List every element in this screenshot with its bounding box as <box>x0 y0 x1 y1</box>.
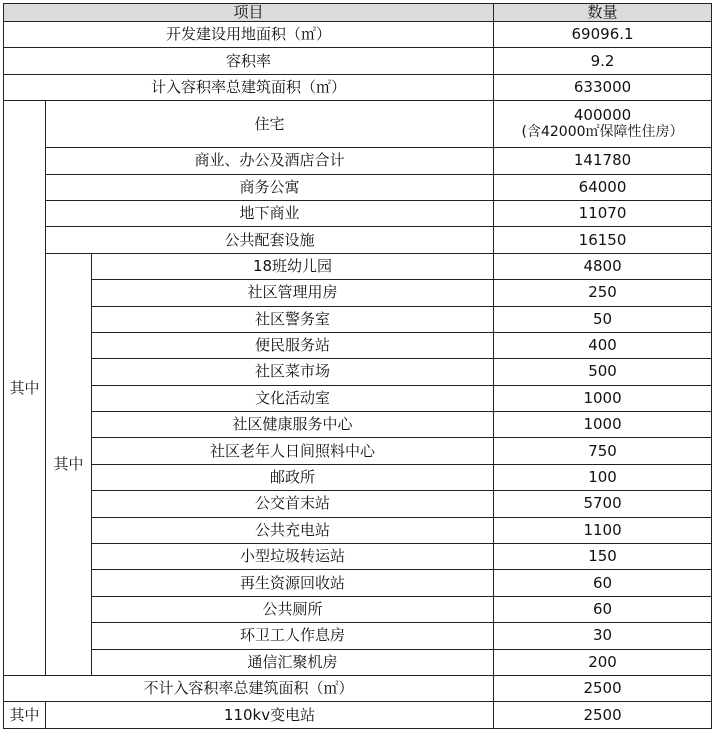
table-row <box>4 570 712 596</box>
row-label: 不计入容积率总建筑面积（㎡） <box>4 675 494 701</box>
table-row <box>4 280 712 306</box>
row-value: 4800 <box>494 253 712 279</box>
row-value: 5700 <box>494 491 712 517</box>
table-row <box>4 623 712 649</box>
table-row <box>4 74 712 100</box>
table-row <box>4 385 712 411</box>
row-value: 30 <box>494 623 712 649</box>
row-value: 1100 <box>494 517 712 543</box>
table-header-row <box>4 4 712 22</box>
table-row <box>4 101 712 148</box>
row-label: 110kv变电站 <box>46 702 494 729</box>
row-label: 18班幼儿园 <box>92 253 494 279</box>
group-label-inner: 其中 <box>46 253 92 675</box>
row-value: 50 <box>494 306 712 332</box>
row-value: 141780 <box>494 148 712 174</box>
row-label: 社区警务室 <box>92 306 494 332</box>
table-row <box>4 412 712 438</box>
group-label-outer: 其中 <box>4 101 46 676</box>
row-label: 环卫工人作息房 <box>92 623 494 649</box>
row-value: 500 <box>494 359 712 385</box>
row-label: 社区管理用房 <box>92 280 494 306</box>
row-value: 9.2 <box>494 48 712 74</box>
table-row <box>4 438 712 464</box>
row-value: 1000 <box>494 412 712 438</box>
header-value: 数量 <box>494 4 712 22</box>
header-item: 项目 <box>4 4 494 22</box>
table-row <box>4 649 712 675</box>
row-label: 社区健康服务中心 <box>92 412 494 438</box>
row-label: 通信汇聚机房 <box>92 649 494 675</box>
row-label: 邮政所 <box>92 464 494 490</box>
table-row <box>4 517 712 543</box>
row-value: 69096.1 <box>494 22 712 48</box>
row-value: 2500 <box>494 675 712 701</box>
table-row <box>4 200 712 226</box>
table-row <box>4 702 712 729</box>
table-row <box>4 48 712 74</box>
row-value: 60 <box>494 570 712 596</box>
row-value: 16150 <box>494 227 712 253</box>
row-label: 商业、办公及酒店合计 <box>46 148 494 174</box>
table-row <box>4 596 712 622</box>
row-label: 开发建设用地面积（㎡） <box>4 22 494 48</box>
table-row <box>4 22 712 48</box>
row-label: 住宅 <box>46 101 494 148</box>
row-label: 计入容积率总建筑面积（㎡） <box>4 74 494 100</box>
group-label-bottom: 其中 <box>4 702 46 729</box>
row-value: 250 <box>494 280 712 306</box>
table-row <box>4 306 712 332</box>
row-label: 公共配套设施 <box>46 227 494 253</box>
table-row <box>4 675 712 701</box>
table-row <box>4 491 712 517</box>
row-value: 2500 <box>494 702 712 729</box>
row-value <box>494 101 712 148</box>
row-value: 400 <box>494 332 712 358</box>
residential-note: (含42000㎡保障性住房） <box>521 124 684 141</box>
row-label: 公交首末站 <box>92 491 494 517</box>
row-label: 容积率 <box>4 48 494 74</box>
row-value: 633000 <box>494 74 712 100</box>
row-value: 11070 <box>494 200 712 226</box>
row-value: 60 <box>494 596 712 622</box>
table-row <box>4 227 712 253</box>
row-label: 公共充电站 <box>92 517 494 543</box>
row-value: 1000 <box>494 385 712 411</box>
row-value: 750 <box>494 438 712 464</box>
table-row <box>4 148 712 174</box>
row-label: 社区老年人日间照料中心 <box>92 438 494 464</box>
residential-value: 400000 <box>573 106 632 125</box>
table-row <box>4 359 712 385</box>
row-value: 200 <box>494 649 712 675</box>
table-row <box>4 253 712 279</box>
table-row <box>4 332 712 358</box>
row-label: 公共厕所 <box>92 596 494 622</box>
row-label: 商务公寓 <box>46 174 494 200</box>
row-value: 100 <box>494 464 712 490</box>
table-row <box>4 174 712 200</box>
row-label: 社区菜市场 <box>92 359 494 385</box>
data-table <box>3 3 712 729</box>
table-row <box>4 544 712 570</box>
row-label: 小型垃圾转运站 <box>92 544 494 570</box>
row-value: 150 <box>494 544 712 570</box>
row-label: 地下商业 <box>46 200 494 226</box>
row-label: 文化活动室 <box>92 385 494 411</box>
row-label: 再生资源回收站 <box>92 570 494 596</box>
row-value: 64000 <box>494 174 712 200</box>
row-label: 便民服务站 <box>92 332 494 358</box>
table-row <box>4 464 712 490</box>
